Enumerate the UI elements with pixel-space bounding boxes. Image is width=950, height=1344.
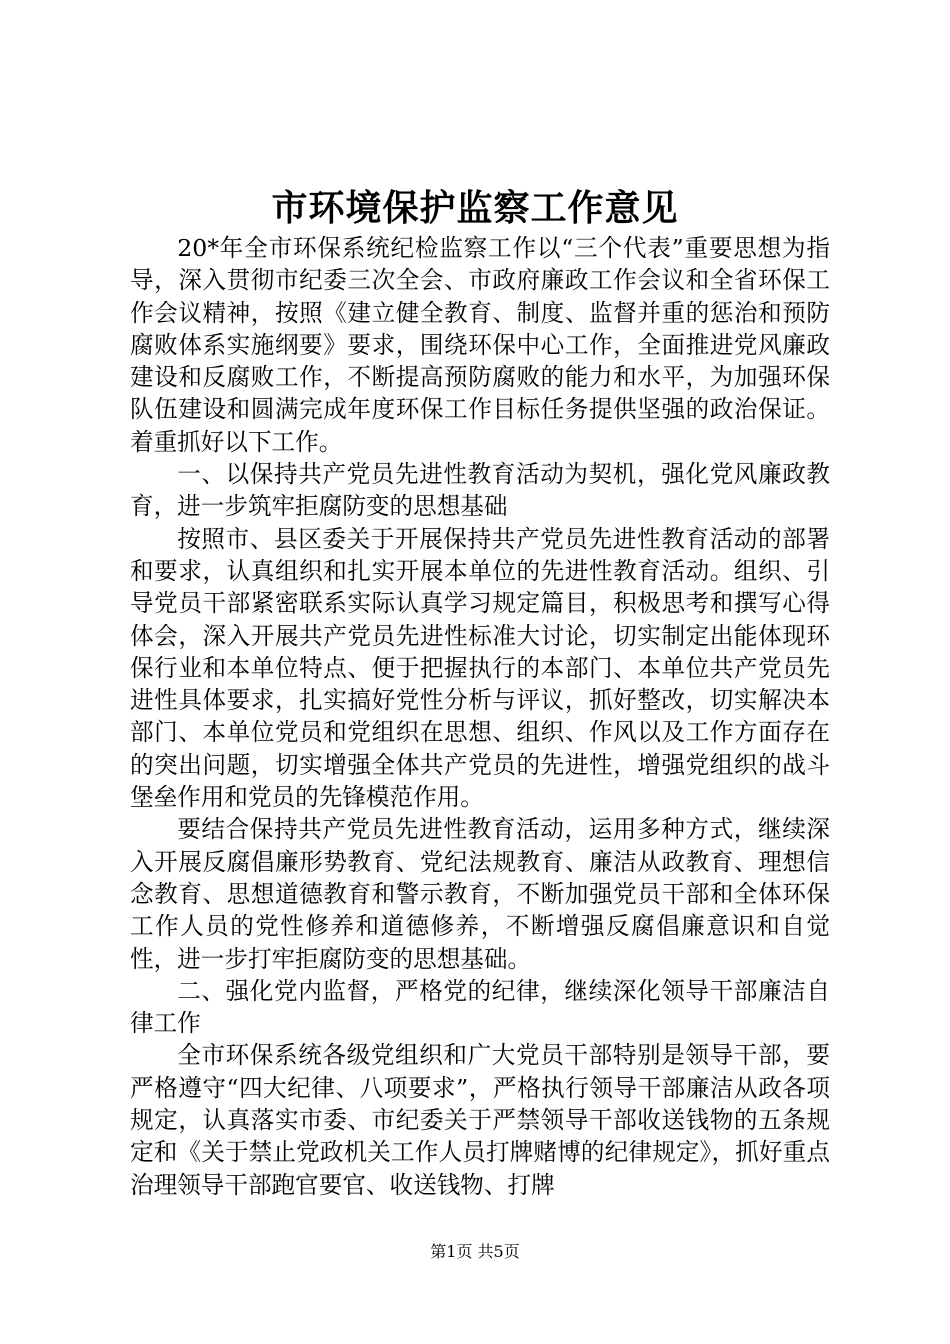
intro-paragraph: 20*年全市环保系统纪检监察工作以“三个代表”重要思想为指导，深入贯彻市纪委三次全会、市政府廉政工作会议和全省环保工作会议精神，按照《建立健全教育、制度、监督并重的惩治和预防腐败体系实施纲要》要求，围绕环保中心工作，全面推进党风廉政建设和反腐败工作，不断提高预防腐败的能力和水平，为加强环保队伍建设和圆满完成年度环保工作目标任务提供坚强的政治保证。着重抓好以下工作。 [130,234,830,456]
page-footer: 第1页 共5页 [430,1242,520,1261]
document-body [130,232,830,1201]
body-paragraph: 按照市、县区委关于开展保持共产党员先进性教育活动的部署和要求，认真组织和扎实开展本单位的先进性教育活动。组织、引导党员干部紧密联系实际认真学习规定篇目，积极思考和撰写心得体会，深入开展共产党员先进性标准大讨论，切实制定出能体现环保行业和本单位特点、便于把握执行的本部门、本单位共产党员先进性具体要求，扎实搞好党性分析与评议，抓好整改，切实解决本部门、本单位党员和党组织在思想、组织、作风以及工作方面存在的突出问题，切实增强全体共产党员的先进性，增强党组织的战斗堡垒作用和党员的先锋模范作用。 [130,524,830,812]
section-heading-1: 一、以保持共产党员先进性教育活动为契机，强化党风廉政教育，进一步筑牢拒腐防变的思想基础 [130,460,830,521]
body-paragraph: 要结合保持共产党员先进性教育活动，运用多种方式，继续深入开展反腐倡廉形势教育、党纪法规教育、廉洁从政教育、理想信念教育、思想道德教育和警示教育，不断加强党员干部和全体环保工作人员的党性修养和道德修养，不断增强反腐倡廉意识和自觉性，进一步打牢拒腐防变的思想基础。 [130,815,830,973]
document-title: 市环境保护监察工作意见 [271,187,679,229]
section-heading-2: 二、强化党内监督，严格党的纪律，继续深化领导干部廉洁自律工作 [130,976,830,1038]
body-paragraph: 全市环保系统各级党组织和广大党员干部特别是领导干部，要严格遵守“四大纪律、八项要求”，严格执行领导干部廉洁从政各项规定，认真落实市委、市纪委关于严禁领导干部收送钱物的五条规定和《关于禁止党政机关工作人员打牌赌博的纪律规定》，抓好重点治理领导干部跑官要官、收送钱物、打牌 [130,1041,830,1199]
